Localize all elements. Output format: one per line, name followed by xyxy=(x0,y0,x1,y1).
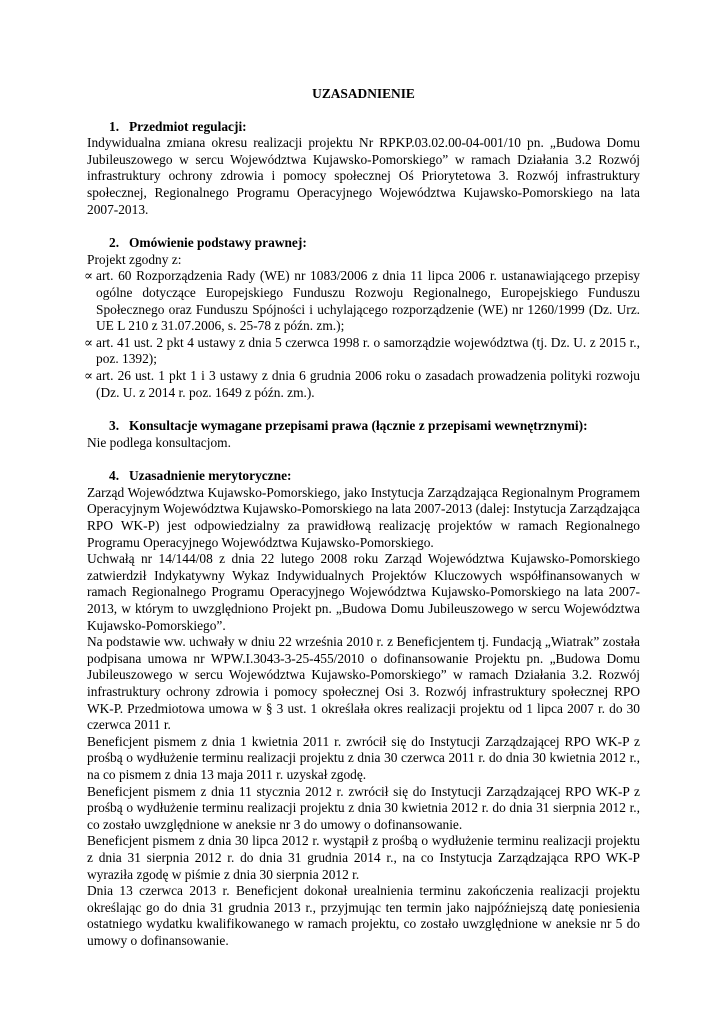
list-item-text: art. 60 Rozporządzenia Rady (WE) nr 1083/2006 z dnia 11 lipca 2006 r. ustanawiającego przepisy ogólne dotyczące Europejskiego Funduszu Rozwoju Regionalnego, Europejskiego Funduszu Społecznego oraz Funduszu Spójności i uchylającego rozporządzenie (WE) nr 1260/1999 (Dz. Urz. UE L 210 z 31.07.2006, s. 25-78 z późn. zm.); xyxy=(96,268,640,334)
list-item xyxy=(84,334,640,368)
list-item-text: art. 26 ust. 1 pkt 1 i 3 ustawy z dnia 6 grudnia 2006 roku o zasadach prowadzenia polityki rozwoju (Dz. U. z 2014 r. poz. 1649 z późn. zm.). xyxy=(96,367,640,400)
section-heading-text: Przedmiot regulacji: xyxy=(129,118,247,134)
paragraph: Dnia 13 czerwca 2013 r. Beneficjent dokonał urealnienia terminu zakończenia realizacji projektu określając go do dnia 31 grudnia 2013 r., przyjmując ten termin jako najpóźniejszą datę poniesienia ostatniego wydatku kwalifikowanego w ramach projektu, co zostało uwzględnione w aneksie nr 5 do umowy o dofinansowanie. xyxy=(87,883,640,948)
paragraph: Beneficjent pismem z dnia 11 stycznia 2012 r. zwrócił się do Instytucji Zarządzającej RPO WK-P z prośbą o wydłużenie terminu realizacji projektu z dnia 30 kwietnia 2012 r. do dnia 31 sierpnia 2012 r., co zostało uwzględnione w aneksie nr 3 do umowy o dofinansowanie. xyxy=(87,783,640,832)
list-item xyxy=(84,367,640,401)
section-heading xyxy=(87,418,640,435)
list-item xyxy=(84,268,640,334)
section-heading xyxy=(87,119,640,136)
paragraph-intro: Projekt zgodny z: xyxy=(87,251,182,267)
document-title: UZASADNIENIE xyxy=(312,86,415,101)
section-number: 1. xyxy=(109,118,120,134)
paragraph: Indywidualna zmiana okresu realizacji projektu Nr RPKP.03.02.00-04-001/10 pn. „Budowa Domu Jubileuszowego w sercu Województwa Kujawsko-Pomorskiego” w ramach Działania 3.2 Rozwój infrastruktury ochrony zdrowia i pomocy społecznej Oś Priorytetowa 3. Rozwój infrastruktury społecznej, Regionalnego Programu Operacyjnego Województwa Kujawsko-Pomorskiego na lata 2007-2013. xyxy=(87,135,640,217)
section-subject xyxy=(87,119,640,219)
bullet-mark: ∝ xyxy=(84,334,94,350)
section-consultations xyxy=(87,418,640,451)
section-heading-text: Omówienie podstawy prawnej: xyxy=(129,235,307,251)
paragraph: Uchwałą nr 14/144/08 z dnia 22 lutego 2008 roku Zarząd Województwa Kujawsko-Pomorskiego zatwierdził Indykatywny Wykaz Indywidualnych Projektów Kluczowych współfinansowanych w ramach Regionalnego Programu Operacyjnego Województwa Kujawsko-Pomorskiego na lata 2007-2013, w którym to uwzględniono Projekt pn. „Budowa Domu Jubileuszowego w sercu Województwa Kujawsko-Pomorskiego”. xyxy=(87,551,640,633)
list-item-text: art. 41 ust. 2 pkt 4 ustawy z dnia 5 czerwca 1998 r. o samorządzie województwa (tj. Dz. U. z 2015 r., poz. 1392); xyxy=(96,334,640,367)
section-justification xyxy=(87,468,640,949)
paragraph: Na podstawie ww. uchwały w dniu 22 września 2010 r. z Beneficjentem tj. Fundacją „Wiatrak” została podpisana umowa nr WPW.I.3043-3-25-455/2010 o dofinansowanie Projektu pn. „Budowa Domu Jubileuszowego w sercu Województwa Kujawsko-Pomorskiego” w ramach Działania 3.2. Rozwój infrastruktury ochrony zdrowia i pomocy społecznej Osi 3. Rozwój infrastruktury społecznej RPO WK-P. Przedmiotowa umowa w § 3 ust. 1 określała okres realizacji projektu od 1 lipca 2007 r. do 30 czerwca 2011 r. xyxy=(87,634,640,733)
section-heading xyxy=(87,468,640,485)
paragraph: Nie podlega konsultacjom. xyxy=(87,434,231,450)
section-number: 4. xyxy=(109,468,120,484)
bullet-mark: ∝ xyxy=(84,268,94,284)
paragraph: Zarząd Województwa Kujawsko-Pomorskiego, jako Instytucja Zarządzająca Regionalnym Programem Operacyjnym Województwa Kujawsko-Pomorskiego na lata 2007-2013 (dalej: Instytucja Zarządzająca RPO WK-P) jest odpowiedzialny za prawidłową realizację projektów w ramach Regionalnego Programu Operacyjnego Województwa Kujawsko-Pomorskiego. xyxy=(87,484,640,550)
paragraph: Beneficjent pismem z dnia 1 kwietnia 2011 r. zwrócił się do Instytucji Zarządzającej RPO WK-P z prośbą o wydłużenie terminu realizacji projektu z dnia 30 czerwca 2011 r. do dnia 30 kwietnia 2012 r., na co pismem z dnia 13 maja 2011 r. uzyskał zgodę. xyxy=(87,733,640,782)
bullet-mark: ∝ xyxy=(84,367,94,383)
section-legal-basis xyxy=(84,235,640,401)
section-number: 2. xyxy=(109,235,120,251)
section-heading xyxy=(87,235,640,252)
section-heading-text: Uzasadnienie merytoryczne: xyxy=(129,468,292,484)
paragraph: Beneficjent pismem z dnia 30 lipca 2012 r. wystąpił z prośbą o wydłużenie terminu realizacji projektu z dnia 31 sierpnia 2012 r. do dnia 31 grudnia 2014 r., na co Instytucja Zarządzająca RPO WK-P wyraziła zgodę w piśmie z dnia 30 sierpnia 2012 r. xyxy=(87,833,640,882)
section-number: 3. xyxy=(109,418,120,434)
section-heading-text: Konsultacje wymagane przepisami prawa (łącznie z przepisami wewnętrznymi): xyxy=(129,418,588,434)
